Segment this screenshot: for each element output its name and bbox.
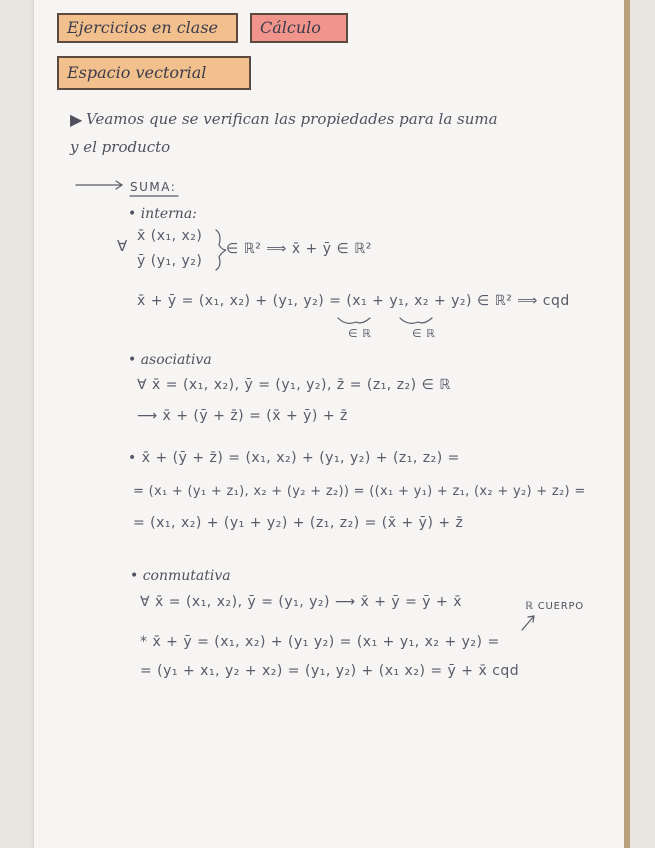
asociativa-step-3: = (x₁, x₂) + (y₁ + y₂) + (z₁, z₂) = (x̄ + ȳ) + z̄: [133, 515, 464, 531]
interna-proof: x̄ + ȳ = (x₁, x₂) + (y₁, y₂) = (x₁ + y₁, x₂ + y₂) ∈ ℝ² ⟹ cqd: [137, 293, 570, 309]
cuerpo-note: ℝ CUERPO: [525, 601, 584, 612]
conmutativa-step-2: = (y₁ + x₁, y₂ + x₂) = (y₁, y₂) + (x₁ x₂) = ȳ + x̄ cqd: [140, 663, 520, 679]
intro-line-1: Veamos que se verifican las propiedades para la suma: [86, 110, 498, 128]
page-edge: [624, 0, 630, 848]
asociativa-label: • asociativa: [128, 352, 212, 368]
interna-implication: ∈ ℝ² ⟹ x̄ + ȳ ∈ ℝ²: [226, 241, 372, 257]
brace-label-2: ∈ ℝ: [412, 327, 436, 340]
forall-symbol: ∀: [117, 237, 128, 255]
intro-line-2: y el producto: [70, 138, 171, 156]
asociativa-given: ∀ x̄ = (x₁, x₂), ȳ = (y₁, y₂), z̄ = (z₁, z₂) ∈ ℝ: [137, 377, 451, 393]
interna-x-def: x̄ (x₁, x₂): [137, 228, 203, 244]
conmutativa-label: • conmutativa: [130, 568, 231, 584]
tag-subject: Cálculo: [250, 13, 348, 43]
conmutativa-step-1: * x̄ + ȳ = (x₁, x₂) + (y₁ y₂) = (x₁ + y₁, x₂ + y₂) =: [140, 634, 500, 650]
asociativa-step-2: = (x₁ + (y₁ + z₁), x₂ + (y₂ + z₂)) = ((x₁ + y₁) + z₁, (x₂ + y₂) + z₂) =: [133, 484, 586, 499]
tag-course: Ejercicios en clase: [57, 13, 238, 43]
suma-heading: SUMA:: [130, 180, 177, 194]
interna-label: • interna:: [128, 206, 197, 222]
asociativa-step-1: • x̄ + (ȳ + z̄) = (x₁, x₂) + (y₁, y₂) + (z₁, z₂) =: [128, 450, 460, 466]
conmutativa-given: ∀ x̄ = (x₁, x₂), ȳ = (y₁, y₂) ⟶ x̄ + ȳ = ȳ + x̄: [140, 594, 463, 610]
asociativa-goal: ⟶ x̄ + (ȳ + z̄) = (x̄ + ȳ) + z̄: [137, 408, 348, 424]
interna-y-def: ȳ (y₁, y₂): [137, 253, 203, 269]
intro-bullet-icon: ▶: [70, 110, 83, 129]
brace-label-1: ∈ ℝ: [348, 327, 372, 340]
tag-topic: Espacio vectorial: [57, 56, 251, 90]
